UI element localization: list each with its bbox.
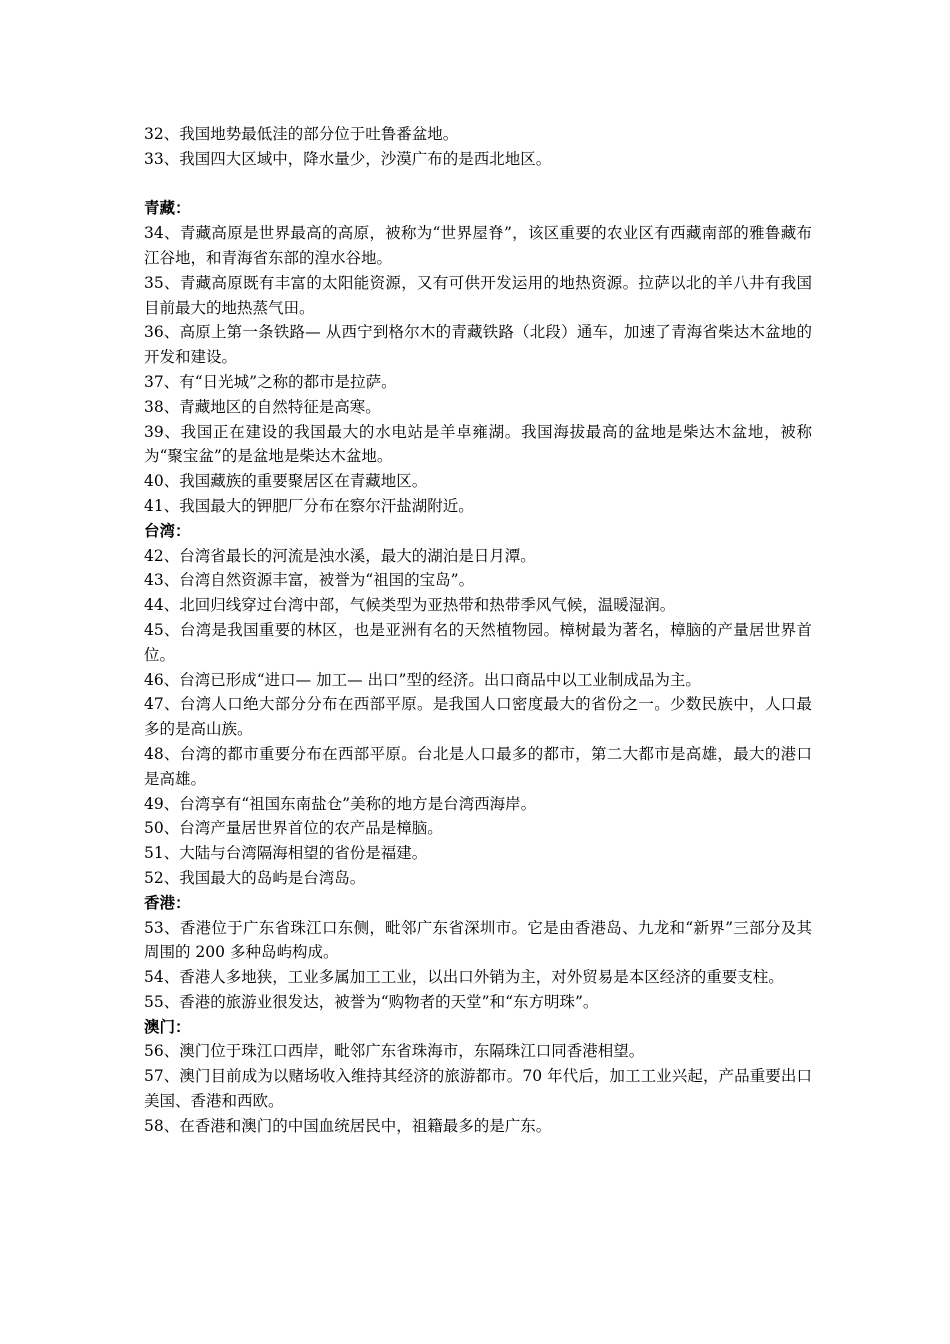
- paragraph-55: 55、香港的旅游业很发达，被誉为“购物者的天堂”和“东方明珠”。: [144, 992, 599, 1011]
- paragraph-48: 48、台湾的都市重要分布在西部平原。台北是人口最多的都市，第二大都市是高雄，最大的港口是高雄。: [144, 744, 812, 788]
- paragraph-49: 49、台湾享有“祖国东南盐仓”美称的地方是台湾西海岸。: [144, 794, 537, 813]
- section-heading-taiwan: 台湾：: [144, 521, 191, 540]
- paragraph-56: 56、澳门位于珠江口西岸，毗邻广东省珠海市，东隔珠江口同香港相望。: [144, 1042, 645, 1061]
- paragraph-50: 50、台湾产量居世界首位的农产品是樟脑。: [144, 819, 443, 838]
- paragraph-54: 54、香港人多地狭，工业多属加工工业，以出口外销为主，对外贸易是本区经济的重要支柱。: [144, 968, 784, 987]
- section-heading-qingzang: 青藏：: [144, 199, 191, 218]
- section-heading-hongkong: 香港：: [144, 893, 191, 912]
- paragraph-35: 35、青藏高原既有丰富的太阳能资源，又有可供开发运用的地热资源。拉萨以北的羊八井有我国目前最大的地热蒸气田。: [144, 273, 812, 317]
- paragraph-33: 33、我国四大区域中，降水量少，沙漠广布的是西北地区。: [144, 149, 552, 168]
- paragraph-57: 57、澳门目前成为以赌场收入维持其经济的旅游都市。70 年代后，加工工业兴起，产品重要出口美国、香港和西欧。: [144, 1067, 812, 1111]
- paragraph-34: 34、青藏高原是世界最高的高原，被称为“世界屋脊”，该区重要的农业区有西藏南部的雅鲁藏布江谷地，和青海省东部的湟水谷地。: [144, 224, 812, 267]
- paragraph-51: 51、大陆与台湾隔海相望的省份是福建。: [144, 844, 428, 863]
- paragraph-36: 36、高原上第一条铁路— 从西宁到格尔木的青藏铁路（北段）通车，加速了青海省柴达木盆地的开发和建设。: [144, 323, 812, 367]
- paragraph-43: 43、台湾自然资源丰富，被誉为“祖国的宝岛”。: [144, 571, 475, 590]
- paragraph-42: 42、台湾省最长的河流是浊水溪，最大的湖泊是日月潭。: [144, 546, 536, 565]
- document-page: [144, 122, 812, 1139]
- paragraph-58: 58、在香港和澳门的中国血统居民中，祖籍最多的是广东。: [144, 1116, 552, 1135]
- paragraph-47: 47、台湾人口绝大部分分布在西部平原。是我国人口密度最大的省份之一。少数民族中，人口最多的是高山族。: [144, 695, 812, 739]
- paragraph-40: 40、我国藏族的重要聚居区在青藏地区。: [144, 472, 428, 491]
- paragraph-38: 38、青藏地区的自然特征是高寒。: [144, 397, 381, 416]
- paragraph-41: 41、我国最大的钾肥厂分布在察尔汗盐湖附近。: [144, 496, 474, 515]
- paragraph-37: 37、有“日光城”之称的都市是拉萨。: [144, 372, 397, 391]
- paragraph-39: 39、我国正在建设的我国最大的水电站是羊卓雍湖。我国海拔最高的盆地是柴达木盆地，被称为“聚宝盆”的是盆地是柴达木盆地。: [144, 422, 812, 466]
- paragraph-45: 45、台湾是我国重要的林区，也是亚洲有名的天然植物园。樟树最为著名，樟脑的产量居世界首位。: [144, 620, 812, 664]
- paragraph-32: 32、我国地势最低洼的部分位于吐鲁番盆地。: [144, 125, 459, 143]
- paragraph-52: 52、我国最大的岛屿是台湾岛。: [144, 868, 366, 887]
- paragraph-46: 46、台湾已形成“进口— 加工— 出口”型的经济。出口商品中以工业制成品为主。: [144, 670, 701, 689]
- section-heading-macau: 澳门：: [144, 1017, 191, 1036]
- paragraph-53: 53、香港位于广东省珠江口东侧，毗邻广东省深圳市。它是由香港岛、九龙和“新界”三部分及其周围的 200 多种岛屿构成。: [144, 918, 812, 962]
- paragraph-44: 44、北回归线穿过台湾中部，气候类型为亚热带和热带季风气候，温暖湿润。: [144, 596, 676, 615]
- blank-line: [144, 172, 812, 197]
